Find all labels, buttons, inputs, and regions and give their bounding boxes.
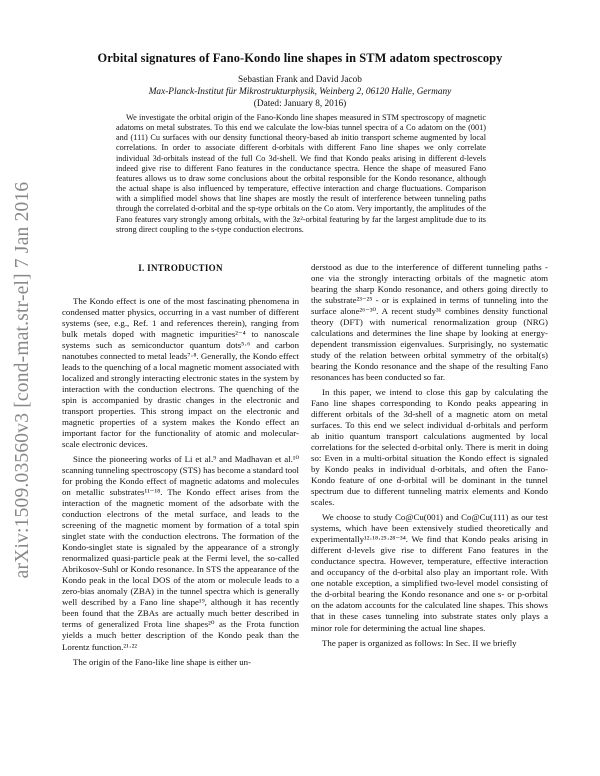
paper-authors: Sebastian Frank and David Jacob — [238, 75, 362, 85]
right-column — [311, 262, 548, 649]
abstract: We investigate the orbital origin of the Fano-Kondo line shapes measured in STM spectroscopy of magnetic adatoms on metal substrates. To this end we calculate the low-bias tunnel spectra of a Co adatom on the (001) and (111) Cu surfaces with our density functional theory-based ab initio transport scheme augmented by local correlations. In order to associate different d-orbitals with different Fano line shapes we only correlate individual 3d-orbitals instead of the full Co 3d-shell. We find that Kondo peaks arising in different d-levels indeed give rise to different Fano features in the conductance spectra. Hence the shape of measured Fano features allows us to draw some conclusions about the orbital responsible for the Kondo resonance, although the actual shape is also influenced by temperature, effective interaction and charge fluctuations. Comparison with a simplified model shows that line shapes are mostly the result of interference between tunneling paths through the correlated d-orbital and the sp-type orbitals on the Co atom. Very importantly, the amplitudes of the Fano features vary strongly among orbitals, with the 3z²-orbital featuring by far the largest amplitude due to its strong direct coupling to the s-type conduction electrons. — [116, 113, 486, 234]
intro-paragraph-4: In this paper, we intend to close this gap by calculating the Fano line shapes corresponding to Kondo peaks appearing in different orbitals of the 3d-shell of a magnetic atom on metal surfaces. To this end we select individual d-orbitals and perform ab initio quantum transport calculations augmented by local correlations for the selected d-orbital only. There is merit in doing so: Even in a multi-orbital situation the Kondo effect is signaled by Kondo peaks in individual d-orbitals, and often the Fano-Kondo feature of one d-orbital will be dominant in the tunnel spectrum due to different tunneling matrix elements and Kondo scales. — [311, 387, 548, 508]
left-column — [62, 263, 299, 668]
arxiv-identifier-text: arXiv:1509.03560v3 [cond-mat.str-el] 7 Jan 2016 — [12, 181, 33, 579]
arxiv-identifier — [6, 150, 40, 610]
intro-paragraph-1: The Kondo effect is one of the most fascinating phenomena in condensed matter physics, occurring in a vast number of different systems (see, e.g., Ref. 1 and references therein), ranging from bulk metals doped with magnetic impurities²⁻⁴ to nanoscale systems such as semiconductor quantum dots⁵·⁶ and carbon nanotubes connected to metal leads⁷·⁸. Generally, the Kondo effect leads to the quenching of a local magnetic moment associated with localized and strongly interacting electronic states in the system by interaction with the conduction electrons. The quenching of the spin is accompanied by drastic changes in the electronic and transport properties. This strong impact on the electronic and magnetic properties of a system makes the Kondo effect an important factor for the functionality of atomic and molecular-scale electronic devices. — [62, 296, 299, 450]
paper-title: Orbital signatures of Fano-Kondo line shapes in STM adatom spectroscopy — [97, 51, 503, 65]
paper-affiliation: Max-Planck-Institut für Mikrostrukturphysik, Weinberg 2, 06120 Halle, Germany — [148, 87, 452, 97]
intro-paragraph-2: Since the pioneering works of Li et al.⁹ and Madhavan et al.¹⁰ scanning tunneling spectroscopy (STS) has become a standard tool for probing the Kondo effect of magnetic adatoms and molecules on metallic substrates¹¹⁻¹⁸. The Kondo effect arises from the interaction of the magnetic moment of the adsorbate with the conduction electrons of the metal surface, and leads to the screening of the magnetic moment by formation of a total spin singlet state with the conduction electrons. The formation of the Kondo-singlet state is signaled by the appearance of a strongly renormalized quasi-particle peak at the Fermi level, the so-called Abrikosov-Suhl or Kondo resonance. In STS the appearance of the Kondo peak in the local DOS of the atom or molecule leads to a zero-bias anomaly (ZBA) in the tunnel spectra which is generally well described by a Fano line shape¹⁹, although it has recently been found that the ZBAs are actually much better described in terms of generalized Frota line shapes²⁰ as the Frota function yields a much better description of the Kondo peak than the Lorentz function.²¹·²² — [62, 454, 299, 652]
intro-paragraph-5: We choose to study Co@Cu(001) and Co@Cu(111) as our test systems, which have been extensively studied theoretically and experimentally¹²·¹⁸·²⁵·²⁸⁻³⁴. We find that Kondo peaks arising in different d-levels give rise to different Fano features in the conductance spectra. However, temperature, effective interaction and occupancy of the d-orbital also play an important role. With one notable exception, a simplified two-level model consisting of the d-orbital bearing the Kondo resonance and one s- or p-orbital on the adatom accounts for the calculated line shapes. This shows that in these cases tunneling into substrate states only plays a minor role for determining the actual line shapes. — [311, 512, 548, 633]
paper-date: (Dated: January 8, 2016) — [253, 99, 347, 109]
section-heading-introduction: I. INTRODUCTION — [138, 263, 223, 273]
intro-paragraph-6: The paper is organized as follows: In Sec. II we briefly — [322, 637, 517, 648]
intro-paragraph-3-cont: derstood as due to the interference of different tunneling paths - one via the strongly interacting orbitals of the magnetic atom bearing the sharp Kondo resonance, and others going directly to the substrate²³⁻²⁵ - or is explained in terms of tunneling into the surface alone²⁶⁻³⁰. A recent study³¹ combines density functional theory (DFT) with numerical renormalization group (NRG) calculations and determines the line shape by looking at energy-dependent transmission eigenvalues. Surprisingly, no systematic study of the relation between orbital symmetry of the orbital(s) bearing the Kondo resonance and the shape of the resulting Fano resonances has been conducted so far. — [311, 262, 548, 383]
intro-paragraph-3: The origin of the Fano-like line shape is either un- — [73, 656, 252, 667]
